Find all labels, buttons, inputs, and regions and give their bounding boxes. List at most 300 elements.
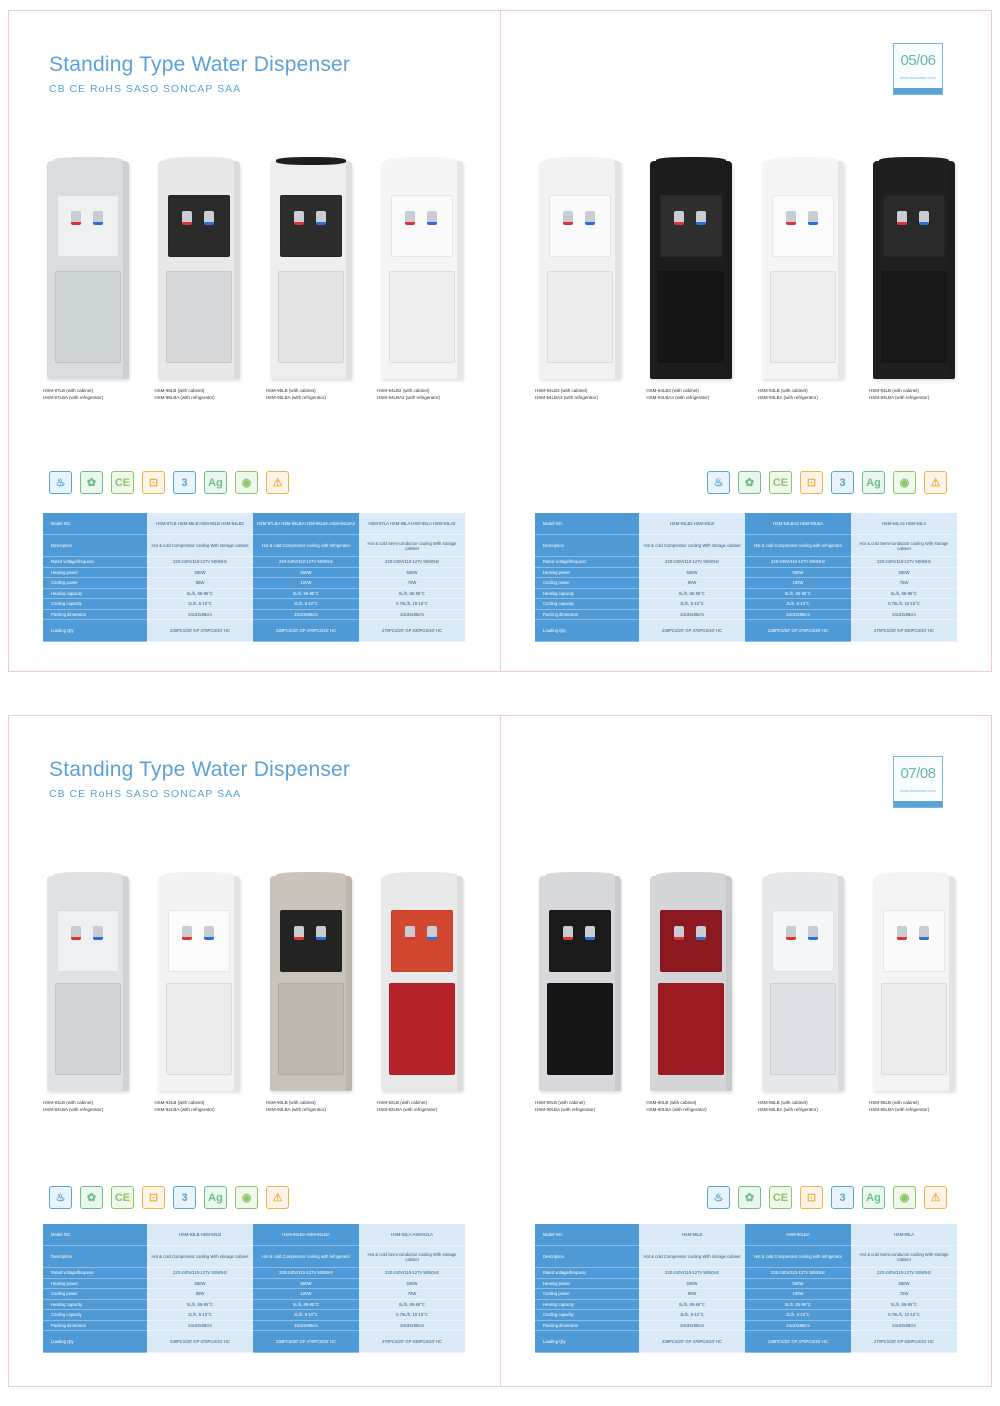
spec-value: Hot & cold Compressor cooling with refrigerator [253, 535, 359, 557]
spec-model-header: HSM-97LB HSM-96LB HSM-95LB HSM-94LB2 [147, 513, 253, 535]
fan-cooling-icon: ✿ [80, 1186, 103, 1209]
dispenser-cabinet-door [658, 983, 724, 1075]
spec-value: 2L/h, 5-10°C [253, 1310, 359, 1321]
spec-model-header: HSM-97LA HSM-96LA HSM-95LA HSM-94LA2 [359, 513, 465, 535]
spec-value: 90W [147, 1289, 253, 1300]
product-card [640, 876, 742, 1113]
spec-value: 5L/h, 85-95°C [745, 589, 851, 600]
spec-value: 5L/h, 85-95°C [147, 589, 253, 600]
caption-line-cabinet: HSM-97LB (with cabinet) [43, 388, 94, 393]
product-card [529, 876, 631, 1113]
silver-ion-icon: Ag [204, 471, 227, 494]
spec-label-column [535, 513, 639, 642]
energy-saving-icon: ◉ [235, 471, 258, 494]
spec-value: 238PCS/20' GP 476PCS/40' HC [147, 620, 253, 642]
spec-value: 270PCS/20' GP 630PCS/40' HC [851, 620, 957, 642]
spec-label: Cooling capacity [535, 1310, 639, 1321]
hot-tap-icon [71, 211, 81, 225]
spec-value: 5L/h, 85-95°C [851, 589, 957, 600]
dispenser-cap [656, 872, 726, 880]
dispenser-cap [545, 157, 615, 165]
dispenser-cap [276, 157, 346, 165]
spec-value-column [851, 513, 957, 642]
caption-line-refrigerator: HSM-85LBA (with refrigerator) [868, 1107, 930, 1112]
caption-line-refrigerator: HSM-85LBA (with refrigerator) [757, 1107, 818, 1112]
spec-value: Hot & cold Compressor cooling with refrigerator [745, 535, 851, 557]
silver-ion-icon: Ag [204, 1186, 227, 1209]
spec-value: 238PCS/20' GP 476PCS/40' HC [745, 620, 851, 642]
product-card [640, 161, 742, 401]
spec-value: 34x33x98cm [359, 610, 465, 621]
product-card [371, 876, 473, 1113]
caption-line-cabinet: HSM-85LB (with cabinet) [868, 1100, 920, 1105]
spec-value: 220-240V/110-127V 50/60Hz [745, 1268, 851, 1279]
product-card [37, 876, 139, 1113]
product-row [529, 876, 965, 1113]
hot-tap-icon [182, 211, 192, 225]
cold-tap-icon [585, 926, 595, 940]
spec-value: 2L/h, 5-10°C [639, 1310, 745, 1321]
spec-value: 0.75L/h, 10-15°C [359, 599, 465, 610]
badge-bar [894, 801, 942, 807]
spec-label: Cooling power [43, 1289, 147, 1300]
product-card [37, 161, 139, 401]
spec-value: 220-240V/110-127V 50/60Hz [147, 1268, 253, 1279]
spec-label: Loading Qty [43, 620, 147, 642]
ce-mark-icon: CE [769, 1186, 792, 1209]
product-card [529, 161, 631, 401]
child-lock-icon: ⊡ [142, 1186, 165, 1209]
three-taps-icon: 3 [173, 471, 196, 494]
product-card [148, 876, 250, 1113]
spec-value: 270PCS/20' GP 630PCS/40' HC [359, 1331, 465, 1353]
caption-line-refrigerator: HSM-94LBA2 (with refrigerator) [376, 395, 441, 400]
product-caption [148, 1099, 250, 1113]
dispenser-cabinet-door [389, 271, 455, 363]
spec-label: Model NO. [43, 513, 147, 535]
product-card [260, 161, 362, 401]
dispenser-tap-panel [883, 910, 945, 972]
spec-value: 5L/h, 85-95°C [359, 1300, 465, 1311]
spec-value-column [253, 1224, 359, 1353]
spec-value: 220-240V/110-127V 50/60Hz [745, 557, 851, 568]
spec-label: Heating capacity [535, 1300, 639, 1311]
dispenser-cabinet-door [278, 983, 344, 1075]
silver-ion-icon: Ag [862, 471, 885, 494]
caption-line-cabinet: HSM-92LB (with cabinet) [154, 1100, 205, 1105]
spec-value: 270PCS/20' GP 630PCS/40' HC [359, 620, 465, 642]
water-dispenser-image [758, 161, 848, 379]
caption-line-refrigerator: HSM-90LBA (with refrigerator) [646, 1107, 707, 1112]
hot-water-icon: ♨ [49, 471, 72, 494]
water-dispenser-image [646, 161, 736, 379]
spec-label: Packing dimension [43, 610, 147, 621]
spec-value: 5L/h, 85-95°C [359, 589, 465, 600]
dispenser-cabinet-door [658, 271, 724, 363]
caption-line-cabinet: HSM-93LB (with cabinet) [43, 1100, 94, 1105]
water-dispenser-image [646, 876, 736, 1091]
spec-label: Heating power [43, 1279, 147, 1290]
page-title: Standing Type Water Dispenser [49, 758, 351, 781]
three-taps-icon: 3 [831, 471, 854, 494]
page-number: 05/06 [900, 52, 936, 69]
spec-value: 550W [745, 1279, 851, 1290]
spec-value: 270PCS/20' GP 630PCS/40' HC [851, 1331, 957, 1353]
spec-value: 550W [359, 1279, 465, 1290]
spec-value: 34x33x98cm [745, 610, 851, 621]
caption-line-cabinet: HSM-96LB (with cabinet) [154, 388, 205, 393]
spec-table [535, 1224, 957, 1352]
spec-value: 220-240V/110-127V 50/60Hz [851, 1268, 957, 1279]
product-caption [529, 1099, 631, 1113]
spec-value-column [359, 513, 465, 642]
child-lock-icon: ⊡ [800, 1186, 823, 1209]
spec-value: 34x33x98cm [639, 1321, 745, 1332]
dispenser-tap-panel [883, 195, 945, 257]
dispenser-cap [879, 157, 949, 165]
spec-table [535, 513, 957, 641]
page-06 [500, 10, 992, 672]
spec-value: 100W [745, 578, 851, 589]
product-card [148, 161, 250, 401]
spec-value: 100W [253, 578, 359, 589]
caption-line-refrigerator: HSM-90LBA (with refrigerator) [535, 1107, 596, 1112]
product-row [37, 876, 473, 1113]
dispenser-cap [164, 157, 234, 165]
spec-value: 550W [253, 568, 359, 579]
product-card [863, 161, 965, 401]
hot-water-icon: ♨ [707, 1186, 730, 1209]
product-caption [640, 1099, 742, 1113]
certification-line: CB CE RoHS SASO SONCAP SAA [49, 788, 242, 800]
caption-line-cabinet: HSM-95LB (with cabinet) [265, 388, 316, 393]
caption-line-cabinet: HSM-94LB3 (with cabinet) [535, 388, 588, 393]
spec-label: Cooling capacity [43, 599, 147, 610]
hot-tap-icon [182, 926, 192, 940]
caption-line-refrigerator: HSM-94LBA3 (with refrigerator) [646, 395, 710, 400]
hot-tap-icon [405, 211, 415, 225]
hot-tap-icon [71, 926, 81, 940]
spec-value: 220-240V/110-127V 50/60Hz [851, 557, 957, 568]
water-dispenser-image [43, 161, 133, 379]
spec-value: 238PCS/20' GP 476PCS/40' HC [745, 1331, 851, 1353]
dispenser-tap-panel [168, 195, 230, 257]
spec-label: Cooling power [43, 578, 147, 589]
dispenser-cap [53, 157, 123, 165]
dispenser-tap-panel [549, 910, 611, 972]
spec-label: Loading Qty [43, 1331, 147, 1353]
product-caption [752, 1099, 854, 1113]
spec-value: 550W [253, 1279, 359, 1290]
dispenser-cabinet-door [389, 983, 455, 1075]
feature-icon-row [707, 1186, 947, 1209]
product-caption [37, 1099, 139, 1113]
spread-07-08 [0, 705, 1000, 1395]
spec-value: 34x33x98cm [147, 1321, 253, 1332]
caption-line-cabinet: HSM-94LB2 (with cabinet) [376, 388, 430, 393]
cold-tap-icon [204, 926, 214, 940]
cold-tap-icon [316, 926, 326, 940]
spec-value: 220-240V/110-127V 50/60Hz [359, 1268, 465, 1279]
spec-value: 90W [639, 1289, 745, 1300]
spec-label: Model NO. [43, 1224, 147, 1246]
spec-label: Heating power [535, 1279, 639, 1290]
spec-value-column [639, 513, 745, 642]
page-number: 07/08 [900, 765, 936, 782]
hot-tap-icon [563, 211, 573, 225]
dispenser-tap-panel [280, 195, 342, 257]
spec-value: 550W [745, 568, 851, 579]
hot-water-icon: ♨ [707, 471, 730, 494]
caption-line-cabinet: HSM-85LB (with cabinet) [757, 1100, 808, 1105]
spec-value: 550W [147, 568, 253, 579]
spec-value: 100W [253, 1289, 359, 1300]
caption-line-cabinet: HSM-90LB (with cabinet) [535, 1100, 586, 1105]
spec-label: Loading Qty [535, 1331, 639, 1353]
spec-label: Packing dimension [535, 1321, 639, 1332]
spec-label: Loading Qty [535, 620, 639, 642]
spec-label: Rated voltage/frequenc [43, 557, 147, 568]
spec-value: 5L/h, 85-95°C [253, 589, 359, 600]
energy-saving-icon: ◉ [893, 1186, 916, 1209]
spec-value-column [359, 1224, 465, 1353]
product-caption [371, 1099, 473, 1113]
dispenser-tap-panel [57, 910, 119, 972]
spec-label: Model NO. [535, 1224, 639, 1246]
dispenser-cap [164, 872, 234, 880]
spec-value: 5L/h, 85-95°C [253, 1300, 359, 1311]
product-caption [529, 387, 631, 401]
spec-model-header: HSM-94LBA3 HSM-93LBA [745, 513, 851, 535]
caption-line-refrigerator: HSM-95LBA (with refrigerator) [265, 395, 326, 400]
dispenser-cap [545, 872, 615, 880]
spec-value: 75W [851, 578, 957, 589]
cold-tap-icon [427, 926, 437, 940]
product-row [529, 161, 965, 401]
spec-label: Cooling capacity [535, 599, 639, 610]
cold-tap-icon [427, 211, 437, 225]
cold-tap-icon [93, 926, 103, 940]
dispenser-tap-panel [57, 195, 119, 257]
spec-value: 238PCS/20' GP 476PCS/40' HC [639, 1331, 745, 1353]
product-caption [371, 387, 473, 401]
dispenser-cap [879, 872, 949, 880]
spec-value: 5L/h, 85-95°C [745, 1300, 851, 1311]
child-lock-icon: ⊡ [142, 471, 165, 494]
hot-tap-icon [786, 926, 796, 940]
caption-line-cabinet: HSM-93LB (with cabinet) [868, 388, 920, 393]
spec-value: 34x33x98cm [851, 1321, 957, 1332]
cold-tap-icon [93, 211, 103, 225]
caption-line-cabinet: HSM-90LB (with cabinet) [646, 1100, 697, 1105]
cold-tap-icon [808, 926, 818, 940]
caption-line-refrigerator: HSM-94LBA3 (with refrigerator) [535, 395, 599, 400]
hot-tap-icon [294, 926, 304, 940]
page-title: Standing Type Water Dispenser [49, 53, 351, 76]
spec-value: 550W [639, 1279, 745, 1290]
caption-line-refrigerator: HSM-97LBA (with refrigerator) [43, 395, 104, 400]
badge-bar [894, 88, 942, 94]
product-caption [863, 387, 965, 401]
dispenser-cabinet-door [166, 271, 232, 363]
dispenser-cap [276, 872, 346, 880]
spec-value: Hot & cold Compressor cooling With storage cabinet [639, 1246, 745, 1268]
safety-icon: ⚠ [266, 1186, 289, 1209]
spec-value-column [253, 513, 359, 642]
dispenser-cap [768, 157, 838, 165]
caption-line-refrigerator: HSM-90LBA (with refrigerator) [265, 1107, 326, 1112]
product-caption [260, 387, 362, 401]
dispenser-cabinet-door [770, 983, 836, 1075]
water-dispenser-image [869, 161, 959, 379]
dispenser-cabinet-door [881, 271, 947, 363]
water-dispenser-image [266, 161, 356, 379]
water-dispenser-image [535, 876, 625, 1091]
spec-value: 238PCS/20' GP 476PCS/40' HC [253, 620, 359, 642]
product-caption [37, 387, 139, 401]
spec-model-header: HSM-94LA3 HSM-94LA [851, 513, 957, 535]
caption-line-cabinet: HSM-93LB (with cabinet) [757, 388, 808, 393]
fan-cooling-icon: ✿ [80, 471, 103, 494]
spec-value: 2L/h, 5-10°C [745, 1310, 851, 1321]
product-card [371, 161, 473, 401]
dispenser-cap [53, 872, 123, 880]
cold-tap-icon [696, 211, 706, 225]
water-dispenser-image [377, 876, 467, 1091]
dispenser-cabinet-door [547, 271, 613, 363]
spec-value: 90W [639, 578, 745, 589]
hot-water-icon: ♨ [49, 1186, 72, 1209]
caption-line-refrigerator: HSM-96LBA (with refrigerator) [154, 395, 215, 400]
cold-tap-icon [585, 211, 595, 225]
spec-value-column [745, 1224, 851, 1353]
dispenser-cabinet-door [278, 271, 344, 363]
product-row [37, 161, 473, 401]
silver-ion-icon: Ag [862, 1186, 885, 1209]
dispenser-cap [387, 157, 457, 165]
dispenser-cabinet-door [55, 271, 121, 363]
dispenser-cabinet-door [881, 983, 947, 1075]
product-card [752, 876, 854, 1113]
spec-value: 5L/h, 85-95°C [639, 1300, 745, 1311]
spec-value: Hot & cold Compressor cooling with refrigerator [745, 1246, 851, 1268]
spec-label: Heating power [43, 568, 147, 579]
spec-value: Hot & cold Compressor cooling With storage cabinet [147, 535, 253, 557]
caption-line-refrigerator: HSM-93LBA (with refrigerator) [43, 1107, 104, 1112]
spec-model-header: HSM-93LBA HSM-92LBA [253, 1224, 359, 1246]
spec-table [43, 513, 465, 641]
hot-tap-icon [294, 211, 304, 225]
caption-line-cabinet: HSM-90LB (with cabinet) [265, 1100, 316, 1105]
child-lock-icon: ⊡ [800, 471, 823, 494]
caption-line-refrigerator: HSM-93LBA (with refrigerator) [868, 395, 930, 400]
three-taps-icon: 3 [173, 1186, 196, 1209]
spec-label: Description [535, 535, 639, 557]
spec-value: 220-240V/110-127V 50/60Hz [147, 557, 253, 568]
spec-value: 238PCS/20' GP 476PCS/40' HC [639, 620, 745, 642]
dispenser-tap-panel [391, 910, 453, 972]
product-caption [863, 1099, 965, 1113]
dispenser-cabinet-door [166, 983, 232, 1075]
spec-label: Rated voltage/frequenc [535, 557, 639, 568]
cold-tap-icon [919, 211, 929, 225]
spec-label: Description [43, 1246, 147, 1268]
caption-line-cabinet: HSM-92LB (with cabinet) [376, 1100, 428, 1105]
spec-value: 0.75L/h, 10-15°C [851, 1310, 957, 1321]
hot-tap-icon [405, 926, 415, 940]
dispenser-tap-panel [168, 910, 230, 972]
spec-value-column [851, 1224, 957, 1353]
water-dispenser-image [154, 876, 244, 1091]
certification-line: CB CE RoHS SASO SONCAP SAA [49, 83, 242, 95]
caption-line-refrigerator: HSM-92LBA (with refrigerator) [154, 1107, 215, 1112]
spec-value: 550W [639, 568, 745, 579]
spec-label: Description [43, 535, 147, 557]
spec-value: Hot & cold Semi-conductor cooling With storage cabinet [851, 535, 957, 557]
dispenser-tap-panel [660, 195, 722, 257]
dispenser-cap [387, 872, 457, 880]
spec-value: Hot & cold Semi-conductor cooling With storage cabinet [359, 1246, 465, 1268]
dispenser-tap-panel [772, 195, 834, 257]
spec-value: Hot & cold Semi-conductor cooling With storage cabinet [851, 1246, 957, 1268]
spec-value-column [147, 1224, 253, 1353]
page-07 [8, 715, 500, 1387]
spec-value: 550W [851, 1279, 957, 1290]
spec-model-header: HSM-93LB HSM-92LB [147, 1224, 253, 1246]
spec-label: Cooling capacity [43, 1310, 147, 1321]
ce-mark-icon: CE [111, 471, 134, 494]
spec-value: 34x33x98cm [851, 610, 957, 621]
spec-value: 2L/h, 5-10°C [253, 599, 359, 610]
dispenser-tap-panel [280, 910, 342, 972]
spec-label: Cooling power [535, 578, 639, 589]
spec-value: 34x33x98cm [745, 1321, 851, 1332]
spec-label: Model NO. [535, 513, 639, 535]
spec-label: Rated voltage/frequenc [535, 1268, 639, 1279]
spec-value: 5L/h, 85-95°C [639, 589, 745, 600]
product-caption [640, 387, 742, 401]
page-number-badge [893, 756, 943, 808]
spec-label: Packing dimension [535, 610, 639, 621]
safety-icon: ⚠ [266, 471, 289, 494]
feature-icon-row [49, 1186, 289, 1209]
spec-model-header: HSM-90LA [851, 1224, 957, 1246]
spec-label-column [43, 513, 147, 642]
spec-value: 5L/h, 85-95°C [147, 1300, 253, 1311]
dispenser-cabinet-door [770, 271, 836, 363]
feature-icon-row [49, 471, 289, 494]
safety-icon: ⚠ [924, 1186, 947, 1209]
product-caption [752, 387, 854, 401]
spec-label-column [535, 1224, 639, 1353]
dispenser-cabinet-door [55, 983, 121, 1075]
product-caption [260, 1099, 362, 1113]
page-number-badge [893, 43, 943, 95]
energy-saving-icon: ◉ [893, 471, 916, 494]
spec-value: 34x33x98cm [253, 1321, 359, 1332]
water-dispenser-image [266, 876, 356, 1091]
cold-tap-icon [808, 211, 818, 225]
spec-value: 75W [359, 1289, 465, 1300]
product-card [752, 161, 854, 401]
spec-value: 100W [745, 1289, 851, 1300]
spec-value: 220-240V/110-127V 50/60Hz [253, 1268, 359, 1279]
dispenser-cabinet-door [547, 983, 613, 1075]
water-dispenser-image [535, 161, 625, 379]
product-card [863, 876, 965, 1113]
spec-label: Cooling power [535, 1289, 639, 1300]
spec-model-header: HSM-94LB3 HSM-93LB [639, 513, 745, 535]
